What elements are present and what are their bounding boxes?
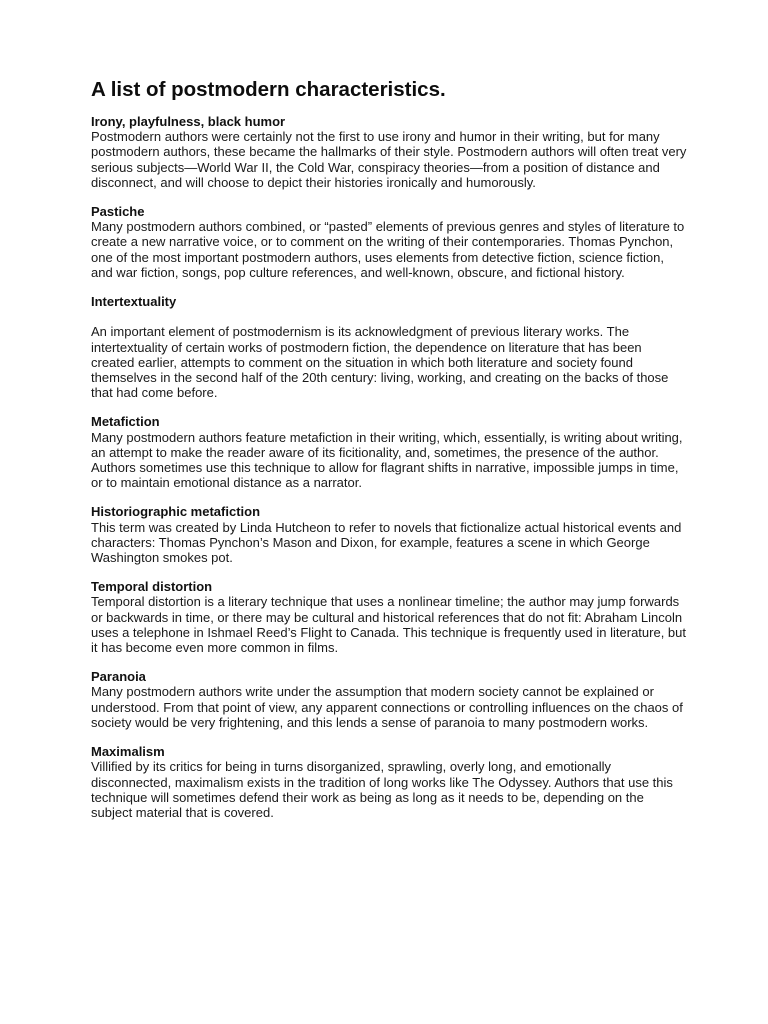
section-pastiche [91,204,688,280]
section-body: Many postmodern authors write under the assumption that modern society cannot be explained or understood. From that point of view, any apparent connections or controlling influences on the chaos of society would be very frightening, and this lends a sense of paranoia to many postmodern works. [91,684,683,730]
section-irony [91,114,688,190]
section-heading: Maximalism [91,744,165,760]
section-intertextuality [91,294,688,400]
section-heading: Intertextuality [91,294,177,310]
section-heading: Metafiction [91,414,160,430]
section-metafiction [91,414,688,490]
section-paranoia [91,669,688,730]
section-body: Many postmodern authors combined, or “pasted” elements of previous genres and styles of literature to create a new narrative voice, or to comment on the writing of their contemporaries. Thomas Pynchon, one of the most important postmodern authors, uses elements from detective fiction, science fiction, and war fiction, songs, pop culture references, and well-known, obscure, and fictional history. [91,219,685,280]
section-body: This term was created by Linda Hutcheon to refer to novels that fictionalize actual historical events and characters: Thomas Pynchon’s Mason and Dixon, for example, features a scene in which George Washington smokes pot. [91,519,682,566]
section-list [91,114,688,820]
section-body: An important element of postmodernism is its acknowledgment of previous literary works. The intertextuality of certain works of postmodern fiction, the dependence on literature that has been created earlier, attempts to comment on the situation in which both literature and society found themselves in the second half of the 20th century: living, working, and creating on the backs of those that had come before. [91,324,669,401]
section-historiographic-metafiction [91,504,688,565]
section-heading: Paranoia [91,669,146,685]
section-heading: Pastiche [91,204,145,220]
section-body: Villified by its critics for being in turns disorganized, sprawling, overly long, and emotionally disconnected, maximalism exists in the tradition of long works like The Odyssey. Authors that use this technique will sometimes defend their work as being as long as it needs to be, depending on the subject material that is covered. [91,759,673,820]
section-body: Temporal distortion is a literary technique that uses a nonlinear timeline; the author may jump forwards or backwards in time, or there may be cultural and historical references that do not fit: Abraham Lincoln uses a telephone in Ishmael Reed’s Flight to Canada. This technique is frequently used in literature, but it has become even more common in films. [91,594,686,656]
section-heading: Temporal distortion [91,579,213,595]
section-heading: Historiographic metafiction [91,504,261,520]
section-temporal-distortion [91,579,688,655]
section-body: Many postmodern authors feature metafiction in their writing, which, essentially, is writing about writing, an attempt to make the reader aware of its ficitionality, and, sometimes, the presence of the author. Authors sometimes use this technique to allow for flagrant shifts in narrative, impossible jumps in time, or to maintain emotional distance as a narrator. [91,429,683,491]
document-title: A list of postmodern characteristics. [91,78,446,101]
section-body: Postmodern authors were certainly not the first to use irony and humor in their writing, but for many postmodern authors, these became the hallmarks of their style. Postmodern authors will often treat very serious subjects—World War II, the Cold War, conspiracy theories—from a position of distance and disconnect, and will choose to depict their histories ironically and humorously. [91,129,687,190]
section-heading: Irony, playfulness, black humor [91,114,286,129]
section-maximalism [91,744,688,820]
